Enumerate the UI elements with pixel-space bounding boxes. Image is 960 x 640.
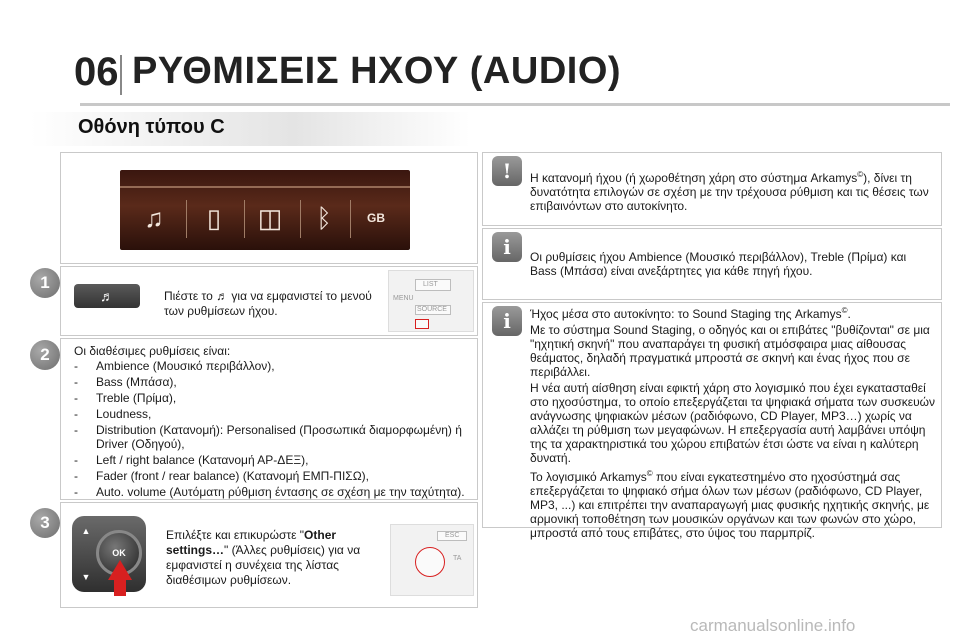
list-item: - Bass (Μπάσα), xyxy=(74,375,177,389)
warning-icon: ! xyxy=(492,156,522,186)
phone-icon: ▯ xyxy=(206,203,222,233)
menu-tag: MENU xyxy=(393,295,414,302)
dashboard-thumbnail-1 xyxy=(388,270,474,332)
step-2-badge: 2 xyxy=(30,340,60,370)
chapter-number: 06 xyxy=(74,50,119,94)
music-settings-icon: ♫ xyxy=(144,203,164,233)
screen-divider xyxy=(244,200,245,238)
cd-icon: ◫ xyxy=(257,203,283,233)
list-item: - Auto. volume (Αυτόματη ρύθμιση έντασης σε σχέση με την ταχύτητα). xyxy=(74,485,465,499)
settings-intro: Οι διαθέσιμες ρυθμίσεις είναι: xyxy=(74,344,231,358)
display-screen-illustration xyxy=(120,170,410,250)
language-settings-icon: GB xyxy=(367,211,385,225)
chapter-separator xyxy=(120,55,122,95)
step-3-text: Επιλέξτε και επικυρώστε "Other settings…" (Άλλες ρυθμίσεις) για να εμφανιστεί η συνέχεια της λίστας διαθέσιμων ρυθμίσεων. xyxy=(166,528,361,587)
esc-tag: ESC xyxy=(445,532,460,539)
watermark: carmanualsonline.info xyxy=(690,616,856,635)
red-arrow-stem xyxy=(114,578,126,596)
header-rule xyxy=(80,103,950,106)
up-arrow-icon[interactable]: ▲ xyxy=(81,526,91,536)
music-note-button[interactable]: ♬ xyxy=(74,284,140,308)
list-item: - Ambience (Μουσικό περιβάλλον), xyxy=(74,359,275,373)
ok-knob[interactable]: OK xyxy=(96,530,142,576)
screen-divider xyxy=(186,200,187,238)
bluetooth-icon: ᛒ xyxy=(316,203,332,233)
list-item: - Fader (front / rear balance) (Κατανομή ΕΜΠ-ΠΙΣΩ), xyxy=(74,469,370,483)
down-arrow-icon[interactable]: ▼ xyxy=(81,572,91,582)
sound-staging-text: Ήχος μέσα στο αυτοκίνητο: το Sound Staging της Arkamys©. Με το σύστημα Sound Staging, ο οδηγός και οι επιβάτες "βυθίζονται" σε μια "ηχητική σκηνή" που αναπαράγει τη φυσική ατμόσφαιρα μιας αίθουσας θεάματος, δηλαδή πραγματικά μπροστά σε σκηνή και ένας ήχος που σε περιβάλλει. Η νέα αυτή αίσθηση είναι εφικτή χάρη στο λογισμικό που έχει εγκατασταθεί στο ηχοσύστημα, το οποίο επεξεργάζεται τα ψηφιακά σήματα των συσκευών ανάγνωσης ψηφιακών μέσων (ραδιόφωνο, CD Player, MP3…) χωρίς να αλλάζει τη ρύθμιση των μεγαφώνων. Η επεξεργασία αυτή λαμβάνει υπόψη της τα χαρακτηριστικά του χώρου επιβατών έτσι ώστε να είναι η καλύτερη δυνατή. Το λογισμικό Arkamys© που είναι εγκατεστημένο στο ηχοσύστημά σας επεξεργάζεται το ψηφιακό σήμα όλων των μέσων (ραδιόφωνο, CD Player, MP3, ...) και επιτρέπει την αναπαραγωγή μιας φυσικής ηχητικής σκηνής, με αρμονική τοποθέτηση των μουσικών οργάνων και των φωνών στο χώρο, μπροστά από τους επιβάτες, στο ύψος του παρμπρίζ. xyxy=(530,306,936,540)
info-icon: i xyxy=(492,306,522,336)
list-item: - Treble (Πρίμα), xyxy=(74,391,177,405)
chapter-title: ΡΥΘΜΙΣΕΙΣ ΗΧΟΥ (AUDIO) xyxy=(132,50,622,92)
screen-top-bar xyxy=(120,186,410,188)
dashboard-thumbnail-2 xyxy=(390,524,474,596)
highlighted-note-button-thumb xyxy=(415,319,429,329)
step-1-badge: 1 xyxy=(30,268,60,298)
ta-tag: TA xyxy=(453,555,462,562)
section-subtitle: Οθόνη τύπου C xyxy=(78,116,225,138)
list-item: - Left / right balance (Κατανομή ΑΡ-ΔΕΞ), xyxy=(74,453,309,467)
settings-options-list xyxy=(74,359,474,501)
list-tag: LIST xyxy=(423,281,438,288)
step-1-text: Πιέστε το ♬ για να εμφανιστεί το μενού των ρυθμίσεων ήχου. xyxy=(164,289,372,318)
screen-divider xyxy=(350,200,351,238)
ok-knob-thumb xyxy=(415,547,445,577)
red-arrow-icon xyxy=(108,560,132,580)
list-item: - Loudness, xyxy=(74,407,152,421)
info-note-text: Οι ρυθμίσεις ήχου Ambience (Μουσικό περιβάλλον), Treble (Πρίμα) και Bass (Μπάσα) είναι ανεξάρτητες για κάθε πηγή ήχου. xyxy=(530,250,907,278)
screen-divider xyxy=(300,200,301,238)
step-3-badge: 3 xyxy=(30,508,60,538)
info-icon: i xyxy=(492,232,522,262)
warning-note-text: Η κατανομή ήχου (ή χωροθέτηση χάρη στο σύστημα Arkamys©), δίνει τη δυνατότητα επιλογών σε σχέση με την τρέχουσα ρύθμιση και τις θέσεις των επιβαινόντων στο αυτοκίνητο. xyxy=(530,170,929,213)
list-item: - Distribution (Κατανομή): Personalised (Προσωπικά διαμορφωμένη) ή Driver (Οδηγού), xyxy=(74,423,462,451)
source-tag: SOURCE xyxy=(417,306,447,313)
